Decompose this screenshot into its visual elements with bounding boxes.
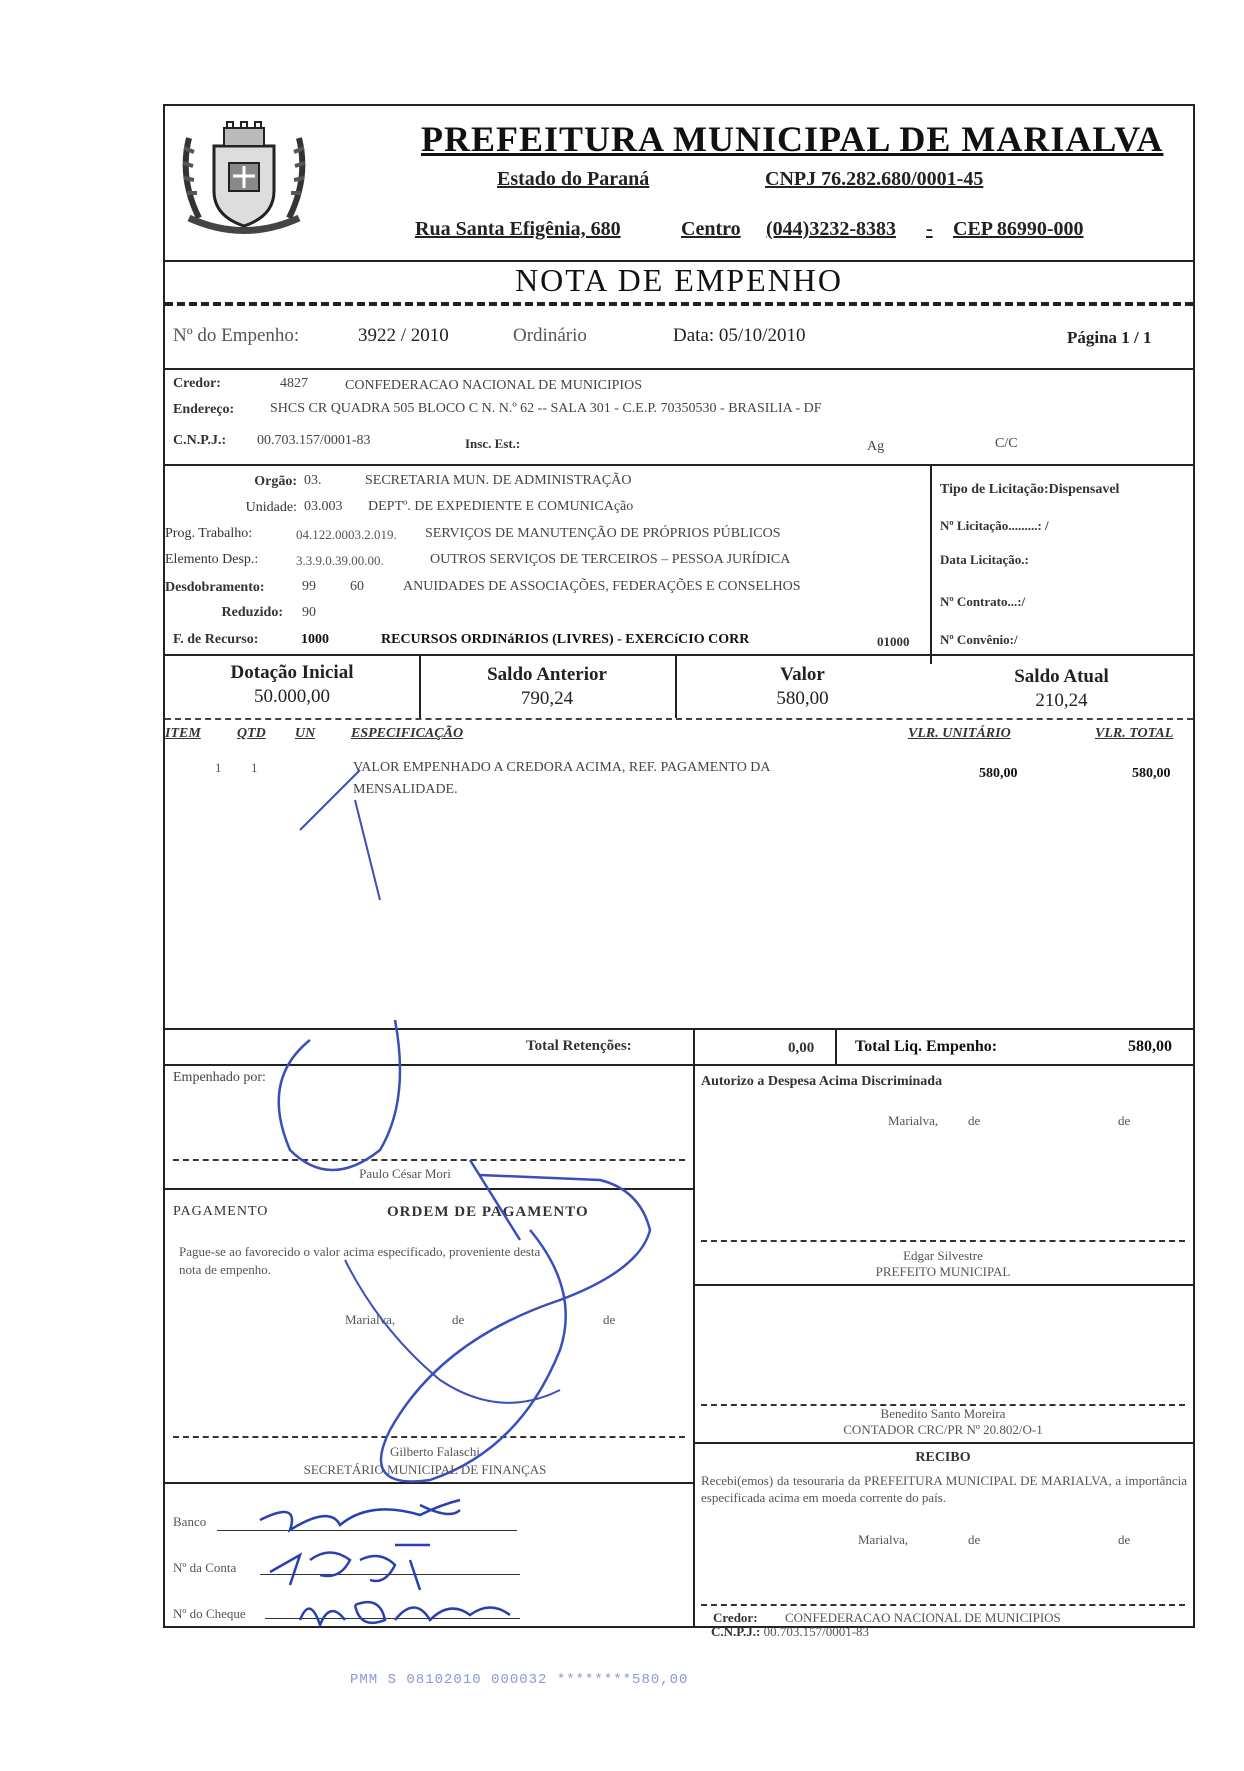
item-unit-value: 580,00 bbox=[979, 766, 1018, 781]
desdobramento-name: ANUIDADES DE ASSOCIAÇÕES, FEDERAÇÕES E CONSELHOS bbox=[403, 579, 801, 594]
state-name: Estado do Paraná bbox=[497, 168, 650, 190]
header-address: Rua Santa Efigênia, 680 bbox=[415, 218, 621, 240]
credor-address: SHCS CR QUADRA 505 BLOCO C N. N.º 62 -- SALA 301 - C.E.P. 70350530 - BRASILIA - DF bbox=[270, 401, 822, 416]
saldo-atual-label: Saldo Atual bbox=[1014, 666, 1109, 687]
saldo-anterior-value: 790,24 bbox=[520, 688, 574, 709]
authentication-stamp: PMM S 08102010 000032 ********580,00 bbox=[350, 1672, 689, 1688]
recurso-code: 1000 bbox=[301, 632, 329, 647]
saldo-atual-value: 210,24 bbox=[1035, 690, 1088, 711]
valor-label: Valor bbox=[780, 664, 825, 685]
pague-text-line2: nota de empenho. bbox=[179, 1262, 272, 1277]
autorizo-city: Marialva, bbox=[888, 1113, 939, 1128]
address-label: Endereço: bbox=[173, 402, 235, 417]
unidade-code: 03.003 bbox=[304, 499, 343, 514]
item-spec-line1: VALOR EMPENHADO A CREDORA ACIMA, REF. PAGAMENTO DA bbox=[353, 760, 771, 775]
saldo-anterior-label: Saldo Anterior bbox=[487, 664, 607, 685]
reduzido-label: Reduzido: bbox=[221, 605, 283, 620]
header-sep: - bbox=[926, 218, 933, 240]
recibo-title: RECIBO bbox=[915, 1450, 971, 1465]
autorizo-label: Autorizo a Despesa Acima Discriminada bbox=[701, 1074, 943, 1089]
empenhado-name: Paulo César Mori bbox=[359, 1166, 451, 1181]
desdobramento-code1: 99 bbox=[302, 579, 316, 594]
secretario-title: SECRETÁRIO MUNICIPAL DE FINANÇAS bbox=[303, 1462, 547, 1477]
header-cnpj: CNPJ 76.282.680/0001-45 bbox=[765, 168, 984, 190]
banco-label: Banco bbox=[173, 1514, 207, 1529]
reduzido-value: 90 bbox=[302, 605, 316, 620]
recibo-cnpj-value: 00.703.157/0001-83 bbox=[763, 1624, 870, 1639]
valor-value: 580,00 bbox=[776, 688, 829, 709]
elemento-name: OUTROS SERVIÇOS DE TERCEIROS – PESSOA JURÍDICA bbox=[430, 552, 791, 567]
recurso-name: RECURSOS ORDINáRIOS (LIVRES) - EXERCíCIO CORR bbox=[381, 632, 750, 647]
recibo-city: Marialva, bbox=[858, 1532, 909, 1547]
col-total: VLR. TOTAL bbox=[1095, 726, 1174, 741]
secretario-name: Gilberto Falaschi bbox=[390, 1444, 480, 1459]
recibo-cnpj-label: C.N.P.J.: bbox=[711, 1624, 761, 1639]
conta-label: Nº da Conta bbox=[173, 1560, 237, 1575]
contrato-number: Nº Contrato...:/ bbox=[940, 594, 1026, 609]
insc-label: Insc. Est.: bbox=[465, 436, 521, 451]
empenhado-label: Empenhado por: bbox=[173, 1070, 266, 1085]
cnpj-label: C.N.P.J.: bbox=[173, 433, 227, 448]
orgao-name: SECRETARIA MUN. DE ADMINISTRAÇÃO bbox=[365, 473, 632, 488]
page-number: Página 1 / 1 bbox=[1067, 328, 1152, 347]
cheque-label: Nº do Cheque bbox=[173, 1606, 246, 1621]
item-qty: 1 bbox=[251, 760, 258, 775]
total-liq-value: 580,00 bbox=[1128, 1038, 1172, 1055]
credor-name: CONFEDERACAO NACIONAL DE MUNICIPIOS bbox=[345, 378, 642, 393]
licitacao-date: Data Licitação.: bbox=[940, 552, 1029, 567]
orgao-code: 03. bbox=[304, 473, 322, 488]
recibo-credor-name: CONFEDERACAO NACIONAL DE MUNICIPIOS bbox=[785, 1610, 1061, 1625]
elemento-code: 3.3.9.0.39.00.00. bbox=[296, 553, 384, 568]
recurso-code2: 01000 bbox=[877, 634, 910, 649]
col-unit: VLR. UNITÁRIO bbox=[908, 726, 1011, 741]
empenho-label: Nº do Empenho: bbox=[173, 325, 300, 346]
prog-label: Prog. Trabalho: bbox=[165, 526, 253, 541]
credor-code: 4827 bbox=[280, 376, 308, 391]
empenho-number: 3922 / 2010 bbox=[358, 325, 449, 346]
autorizo-de2: de bbox=[1118, 1113, 1131, 1128]
ordem-pagamento-label: ORDEM DE PAGAMENTO bbox=[387, 1204, 589, 1220]
item-total-value: 580,00 bbox=[1132, 766, 1171, 781]
dotacao-value: 50.000,00 bbox=[254, 686, 330, 707]
total-retencoes-value: 0,00 bbox=[788, 1040, 815, 1056]
total-liq-label: Total Liq. Empenho: bbox=[855, 1038, 998, 1055]
recibo-de2: de bbox=[1118, 1532, 1131, 1547]
pague-text-line1: Pague-se ao favorecido o valor acima especificado, proveniente desta bbox=[179, 1244, 541, 1259]
recurso-label: F. de Recurso: bbox=[173, 632, 259, 647]
autorizo-de1: de bbox=[968, 1113, 981, 1128]
recibo-credor-label: Credor: bbox=[713, 1610, 758, 1625]
prog-code: 04.122.0003.2.019. bbox=[296, 527, 397, 542]
orgao-label: Orgão: bbox=[254, 474, 297, 489]
item-spec-line2: MENSALIDADE. bbox=[353, 782, 458, 797]
cc-label: C/C bbox=[995, 436, 1018, 451]
licitacao-number: Nº Licitação.........: / bbox=[940, 518, 1049, 533]
credor-label: Credor: bbox=[173, 376, 221, 391]
header-district: Centro bbox=[681, 218, 741, 240]
dotacao-label: Dotação Inicial bbox=[230, 662, 354, 683]
ordem-de1: de bbox=[452, 1312, 465, 1327]
ag-label: Ag bbox=[867, 439, 885, 454]
prog-name: SERVIÇOS DE MANUTENÇÃO DE PRÓPRIOS PÚBLICOS bbox=[425, 526, 781, 541]
recibo-de1: de bbox=[968, 1532, 981, 1547]
col-un: UN bbox=[295, 726, 316, 741]
elemento-label: Elemento Desp.: bbox=[165, 552, 259, 567]
ordem-city: Marialva, bbox=[345, 1312, 396, 1327]
unidade-label: Unidade: bbox=[245, 500, 297, 515]
col-spec: ESPECIFICAÇÃO bbox=[351, 726, 464, 741]
item-number: 1 bbox=[215, 760, 222, 775]
prefeito-name: Edgar Silvestre bbox=[903, 1248, 983, 1263]
licitacao-type: Tipo de Licitação:Dispensavel bbox=[940, 482, 1120, 497]
convenio-number: Nº Convênio:/ bbox=[940, 632, 1018, 647]
ordem-de2: de bbox=[603, 1312, 616, 1327]
total-retencoes-label: Total Retenções: bbox=[526, 1038, 632, 1054]
prefeito-title: PREFEITO MUNICIPAL bbox=[875, 1264, 1011, 1279]
document-title: NOTA DE EMPENHO bbox=[515, 262, 843, 298]
municipality-title: PREFEITURA MUNICIPAL DE MARIALVA bbox=[421, 119, 1164, 159]
header-cep: CEP 86990-000 bbox=[953, 218, 1084, 240]
header-phone: (044)3232-8383 bbox=[766, 218, 896, 240]
unidade-name: DEPTº. DE EXPEDIENTE E COMUNICAção bbox=[368, 499, 634, 514]
empenho-type: Ordinário bbox=[513, 325, 587, 346]
credor-cnpj: 00.703.157/0001-83 bbox=[257, 433, 371, 448]
recibo-text: Recebi(emos) da tesouraria da PREFEITURA MUNICIPAL DE MARIALVA, a importância especificada acima em moeda corrente do país. bbox=[701, 1473, 1187, 1505]
col-qtd: QTD bbox=[237, 726, 266, 741]
desdobramento-label: Desdobramento: bbox=[165, 580, 265, 595]
empenho-date: Data: 05/10/2010 bbox=[673, 325, 806, 346]
col-item: ITEM bbox=[165, 726, 201, 741]
contador-title: CONTADOR CRC/PR Nº 20.802/O-1 bbox=[843, 1422, 1043, 1437]
contador-name: Benedito Santo Moreira bbox=[880, 1406, 1006, 1421]
pagamento-label: PAGAMENTO bbox=[173, 1204, 269, 1219]
desdobramento-code2: 60 bbox=[350, 579, 364, 594]
